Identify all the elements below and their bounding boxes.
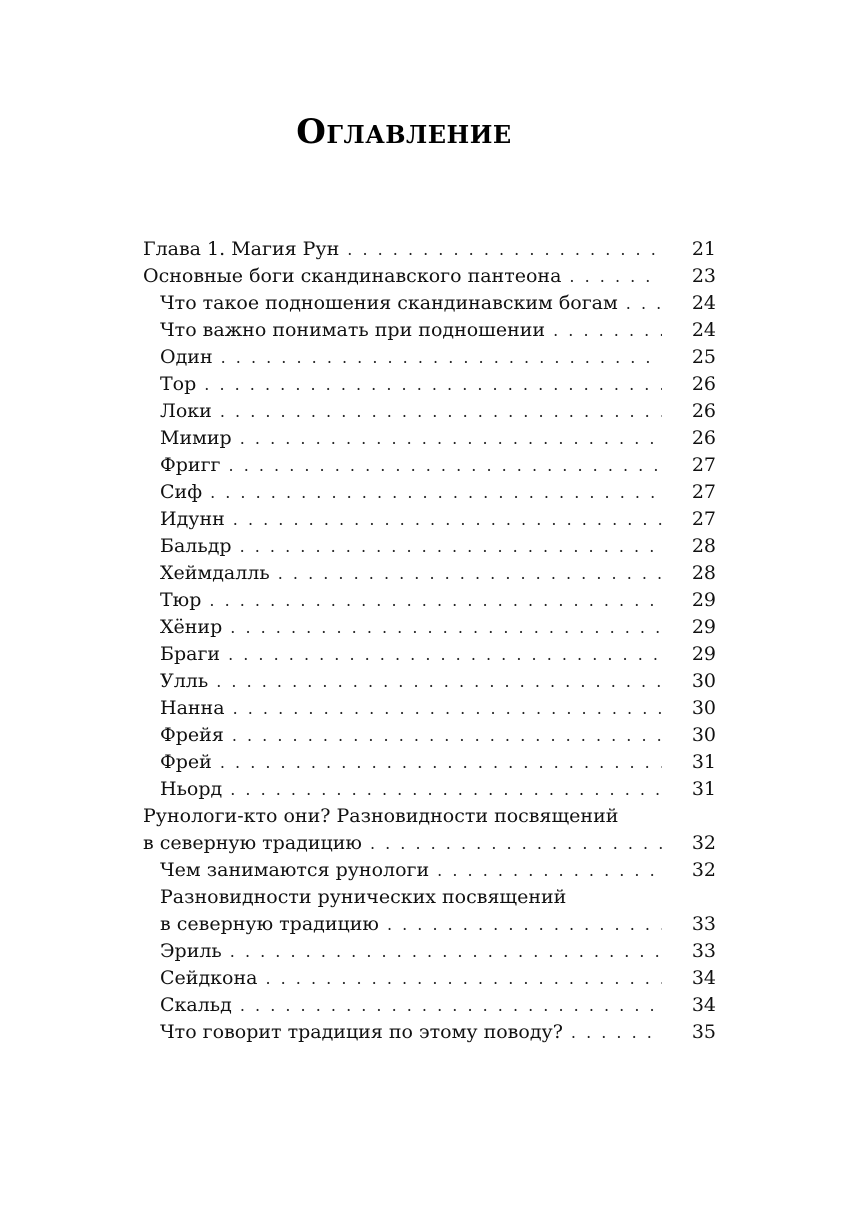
toc-entry[interactable]: [143, 344, 716, 371]
toc-entry[interactable]: [143, 857, 716, 884]
toc-entry[interactable]: [143, 263, 716, 290]
dot-leader: [553, 317, 662, 344]
table-of-contents: [143, 236, 716, 1046]
toc-entry[interactable]: [143, 452, 716, 479]
toc-page-number: 31: [691, 751, 716, 773]
dot-leader: [232, 722, 662, 749]
dot-leader: [210, 479, 662, 506]
toc-page-number: 28: [691, 535, 716, 557]
toc-page-number: 27: [691, 508, 716, 530]
toc-entry[interactable]: [143, 722, 716, 749]
dot-leader: [233, 695, 662, 722]
toc-page-number: 23: [691, 265, 716, 287]
toc-page-number: 35: [691, 1021, 716, 1043]
toc-entry-title: Сиф: [160, 481, 203, 503]
dot-leader: [220, 398, 662, 425]
toc-entry[interactable]: [143, 587, 716, 614]
toc-entry-title: Мимир: [160, 427, 232, 449]
dot-leader: [240, 425, 662, 452]
toc-entry[interactable]: [143, 938, 716, 965]
toc-entry[interactable]: [143, 506, 716, 533]
toc-page-number: 21: [691, 238, 716, 260]
dot-leader: [204, 371, 662, 398]
toc-entry[interactable]: [143, 317, 716, 344]
dot-leader: [571, 1019, 662, 1046]
toc-page-number: 27: [691, 481, 716, 503]
toc-entry[interactable]: [143, 371, 716, 398]
toc-entry-title: Улль: [160, 670, 209, 692]
dot-leader: [216, 668, 662, 695]
toc-entry[interactable]: [143, 236, 716, 263]
toc-entry[interactable]: [143, 884, 716, 938]
toc-entry[interactable]: [143, 965, 716, 992]
toc-page-number: 26: [691, 373, 716, 395]
toc-entry-title: Что говорит традиция по этому поводу?: [160, 1021, 563, 1043]
toc-entry[interactable]: [143, 1019, 716, 1046]
toc-page-number: 33: [691, 940, 716, 962]
dot-leader: [228, 641, 662, 668]
toc-entry-title: Основные боги скандинавского пантеона: [143, 265, 562, 287]
page-title: Оглавление: [296, 112, 512, 152]
dot-leader: [278, 560, 662, 587]
toc-entry[interactable]: [143, 776, 716, 803]
toc-page-number: 34: [691, 994, 716, 1016]
toc-page-number: 31: [691, 778, 716, 800]
dot-leader: [230, 938, 662, 965]
toc-entry-title: Хеймдалль: [160, 562, 270, 584]
dot-leader: [265, 965, 662, 992]
toc-entry-title: Тор: [160, 373, 197, 395]
dot-leader: [626, 290, 662, 317]
toc-entry[interactable]: [143, 479, 716, 506]
toc-page-number: 32: [691, 859, 716, 881]
toc-page-number: 24: [691, 292, 716, 314]
toc-page-number: 33: [691, 913, 716, 935]
toc-entry-title-line: Рунологи-кто они? Разновидности посвящений: [143, 805, 619, 827]
toc-entry[interactable]: [143, 992, 716, 1019]
dot-leader: [229, 452, 662, 479]
toc-entry-title: Чем занимаются рунологи: [160, 859, 430, 881]
toc-entry-title: Эриль: [160, 940, 222, 962]
toc-entry[interactable]: [143, 425, 716, 452]
dot-leader: [240, 533, 662, 560]
toc-entry-title: Ньорд: [160, 778, 223, 800]
dot-leader: [230, 614, 662, 641]
dot-leader: [387, 911, 662, 938]
dot-leader: [347, 236, 662, 263]
toc-entry[interactable]: [143, 695, 716, 722]
dot-leader: [569, 263, 662, 290]
dot-leader: [233, 506, 662, 533]
toc-entry-title: Браги: [160, 643, 221, 665]
toc-entry[interactable]: [143, 614, 716, 641]
dot-leader: [230, 776, 662, 803]
toc-entry-title: Сейдкона: [160, 967, 258, 989]
toc-entry[interactable]: [143, 533, 716, 560]
toc-entry-title: в северную традицию: [160, 913, 379, 935]
toc-entry-title: Скальд: [160, 994, 232, 1016]
toc-page-number: 29: [691, 643, 716, 665]
dot-leader: [209, 587, 662, 614]
toc-page-number: 32: [691, 832, 716, 854]
toc-entry[interactable]: [143, 803, 716, 857]
toc-page-number: 25: [691, 346, 716, 368]
toc-entry-title-line: Разновидности рунических посвящений: [160, 886, 567, 908]
dot-leader: [370, 830, 662, 857]
toc-entry[interactable]: [143, 398, 716, 425]
toc-entry-title: Что важно понимать при подношении: [160, 319, 546, 341]
toc-entry-title: Глава 1. Магия Рун: [143, 238, 340, 260]
toc-entry[interactable]: [143, 290, 716, 317]
toc-entry-title: Идунн: [160, 508, 225, 530]
toc-page-number: 28: [691, 562, 716, 584]
toc-entry-title: Фрейя: [160, 724, 224, 746]
toc-entry-title: Тюр: [160, 589, 202, 611]
toc-page-number: 26: [691, 400, 716, 422]
toc-page-number: 29: [691, 589, 716, 611]
toc-entry[interactable]: [143, 668, 716, 695]
toc-entry[interactable]: [143, 641, 716, 668]
toc-entry-title: Хёнир: [160, 616, 223, 638]
toc-entry-title: Бальдр: [160, 535, 232, 557]
toc-page-number: 24: [691, 319, 716, 341]
dot-leader: [221, 344, 662, 371]
toc-entry-title: Локи: [160, 400, 212, 422]
toc-entry-title: в северную традицию: [143, 832, 362, 854]
dot-leader: [437, 857, 662, 884]
toc-page-number: 29: [691, 616, 716, 638]
dot-leader: [220, 749, 662, 776]
toc-entry-title: Нанна: [160, 697, 225, 719]
toc-entry[interactable]: [143, 560, 716, 587]
toc-page-number: 34: [691, 967, 716, 989]
toc-entry-title: Фригг: [160, 454, 221, 476]
toc-entry-title: Что такое подношения скандинавским богам: [160, 292, 618, 314]
toc-page-number: 30: [691, 670, 716, 692]
dot-leader: [240, 992, 662, 1019]
toc-page-number: 26: [691, 427, 716, 449]
toc-entry-title: Фрей: [160, 751, 212, 773]
toc-page-number: 30: [691, 697, 716, 719]
toc-page-number: 30: [691, 724, 716, 746]
toc-entry-title: Один: [160, 346, 213, 368]
toc-page-number: 27: [691, 454, 716, 476]
toc-entry[interactable]: [143, 749, 716, 776]
